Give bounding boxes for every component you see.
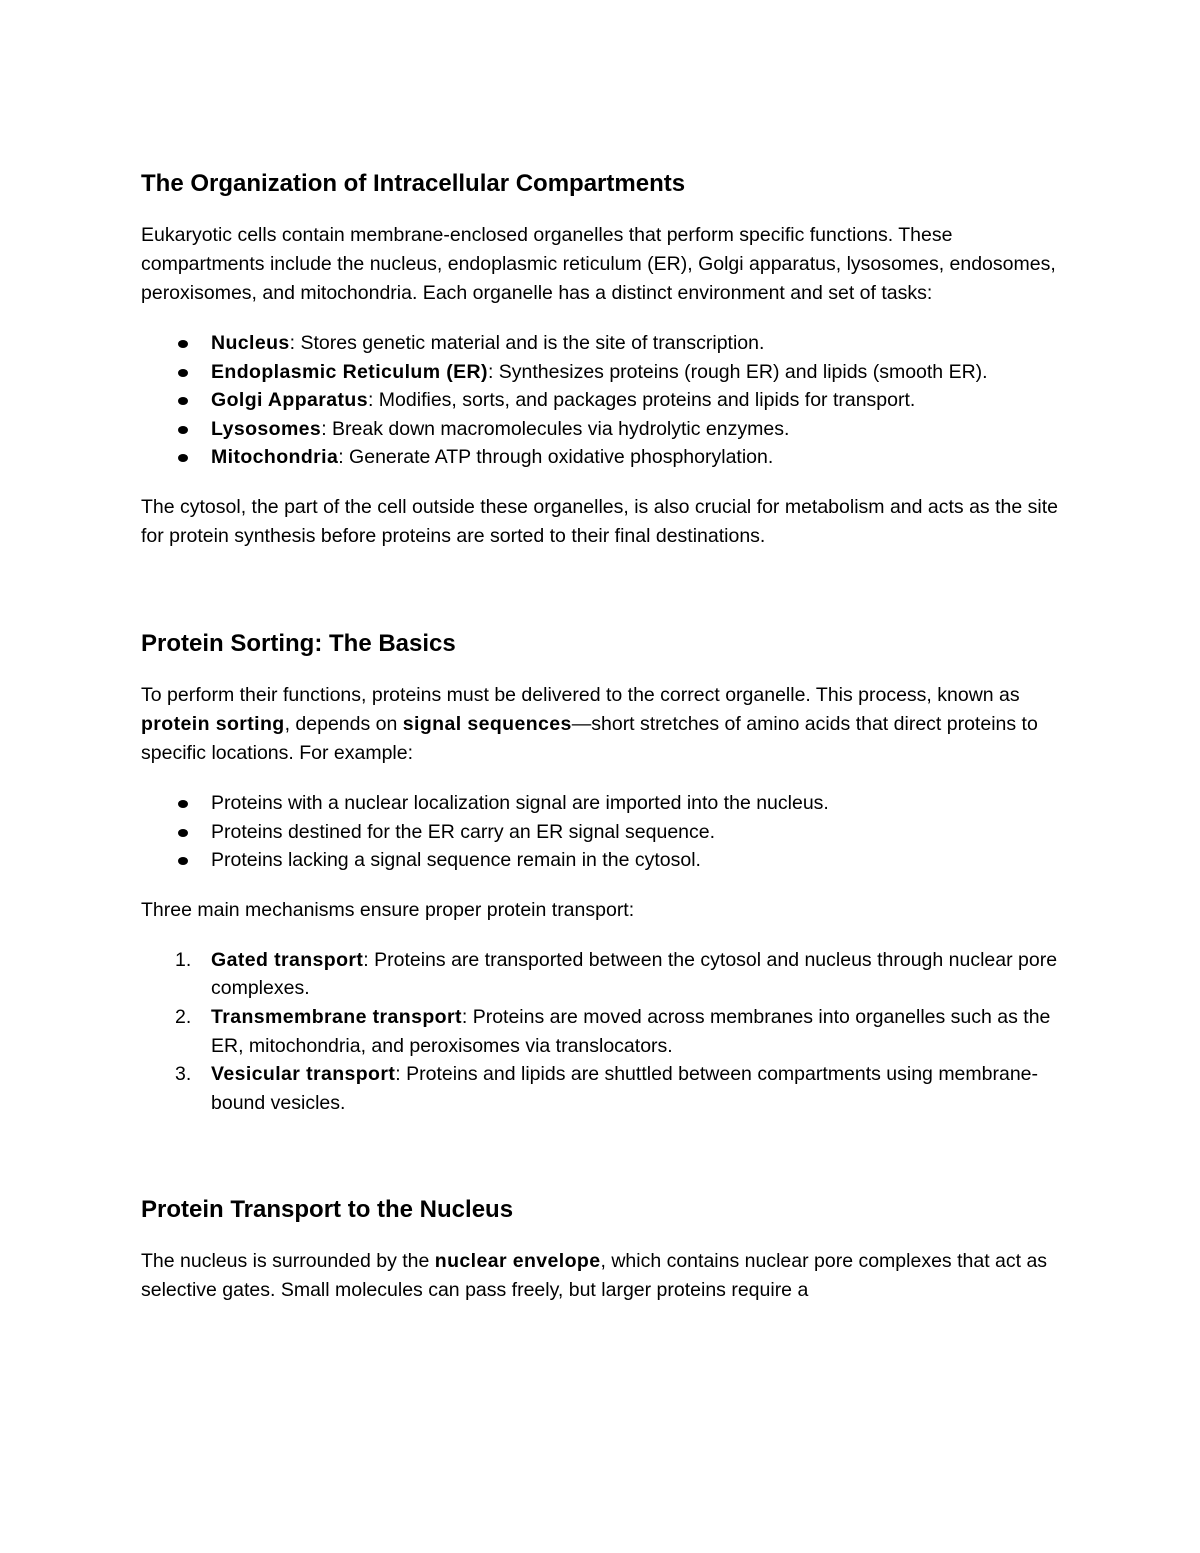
list-item xyxy=(141,818,1061,847)
list-item xyxy=(141,946,1061,1003)
term: Golgi Apparatus xyxy=(211,389,368,412)
term: Nucleus xyxy=(211,332,290,354)
term: protein sorting xyxy=(141,712,285,735)
list-item xyxy=(141,415,1061,444)
list-item xyxy=(141,789,1061,818)
bullet-icon xyxy=(178,369,188,377)
paragraph: Three main mechanisms ensure proper protein transport: xyxy=(141,898,635,921)
text-run: To perform their functions, proteins must be delivered to the correct organelle. This process, known as xyxy=(141,683,1020,706)
definition: : Proteins and lipids are shuttled between compartments using membrane-bound vesicles. xyxy=(211,1063,1039,1114)
term: Endoplasmic Reticulum (ER) xyxy=(211,360,488,383)
bullet-icon xyxy=(178,340,188,348)
text-run: , depends on xyxy=(284,712,403,735)
paragraph xyxy=(141,681,1061,768)
text-run: —short stretches of amino acids that direct proteins to specific locations. For example: xyxy=(141,712,1038,764)
list-number: 2. xyxy=(175,1005,192,1028)
definition: : Modifies, sorts, and packages proteins and lipids for transport. xyxy=(367,389,916,412)
list-item xyxy=(141,358,1061,387)
list-number: 3. xyxy=(175,1063,192,1086)
paragraph: The cytosol, the part of the cell outside these organelles, is also crucial for metabolism and acts as the site for protein synthesis before proteins are sorted to their final destinations. xyxy=(141,495,1058,547)
definition: : Break down macromolecules via hydrolytic enzymes. xyxy=(321,417,790,440)
paragraph: Eukaryotic cells contain membrane-enclosed organelles that perform specific functions. These compartments include the nucleus, endoplasmic reticulum (ER), Golgi apparatus, lysosomes, endosomes, peroxisomes, and mitochondria. Each organelle has a distinct environment and set of tasks: xyxy=(141,224,1056,304)
list-item xyxy=(141,443,1061,472)
term: Mitochondria xyxy=(211,446,339,469)
example-list xyxy=(141,789,1061,875)
list-item xyxy=(141,846,1061,875)
section-heading: Protein Transport to the Nucleus xyxy=(141,1196,514,1224)
section-heading: Protein Sorting: The Basics xyxy=(141,629,456,657)
definition: : Stores genetic material and is the site of transcription. xyxy=(289,332,765,354)
term: Gated transport xyxy=(211,948,364,971)
definition: : Generate ATP through oxidative phosphorylation. xyxy=(338,446,774,469)
paragraph xyxy=(141,1247,1061,1305)
bullet-icon xyxy=(178,426,188,434)
text-run: , which contains nuclear pore complexes that act as selective gates. Small molecules can pass freely, but larger proteins require a xyxy=(141,1250,1048,1302)
definition: : Synthesizes proteins (rough ER) and lipids (smooth ER). xyxy=(487,360,988,383)
bullet-icon xyxy=(178,397,188,405)
text-run: The nucleus is surrounded by the xyxy=(141,1250,435,1273)
list-item xyxy=(141,329,1061,358)
term: Vesicular transport xyxy=(211,1063,396,1086)
term: nuclear envelope xyxy=(434,1250,601,1273)
term: signal sequences xyxy=(402,712,572,735)
definition: : Proteins are transported between the cytosol and nucleus through nuclear pore complexes. xyxy=(211,948,1058,1000)
document-page xyxy=(141,166,1061,1305)
list-text: Proteins lacking a signal sequence remain in the cytosol. xyxy=(211,849,701,872)
bullet-icon xyxy=(178,857,188,865)
list-item xyxy=(141,386,1061,415)
bullet-icon xyxy=(178,800,188,808)
list-number: 1. xyxy=(175,948,192,971)
bullet-icon xyxy=(178,454,188,462)
definition: : Proteins are moved across membranes into organelles such as the ER, mitochondria, and peroxisomes via translocators. xyxy=(211,1005,1051,1057)
organelle-list xyxy=(141,329,1061,472)
list-text: Proteins destined for the ER carry an ER signal sequence. xyxy=(211,820,716,843)
list-item xyxy=(141,1060,1061,1117)
mechanism-list xyxy=(141,946,1061,1118)
term: Lysosomes xyxy=(211,417,322,440)
bullet-icon xyxy=(178,829,188,837)
list-text: Proteins with a nuclear localization signal are imported into the nucleus. xyxy=(211,791,829,814)
section-heading: The Organization of Intracellular Compartments xyxy=(141,170,686,197)
term: Transmembrane transport xyxy=(211,1005,462,1028)
list-item xyxy=(141,1003,1061,1060)
